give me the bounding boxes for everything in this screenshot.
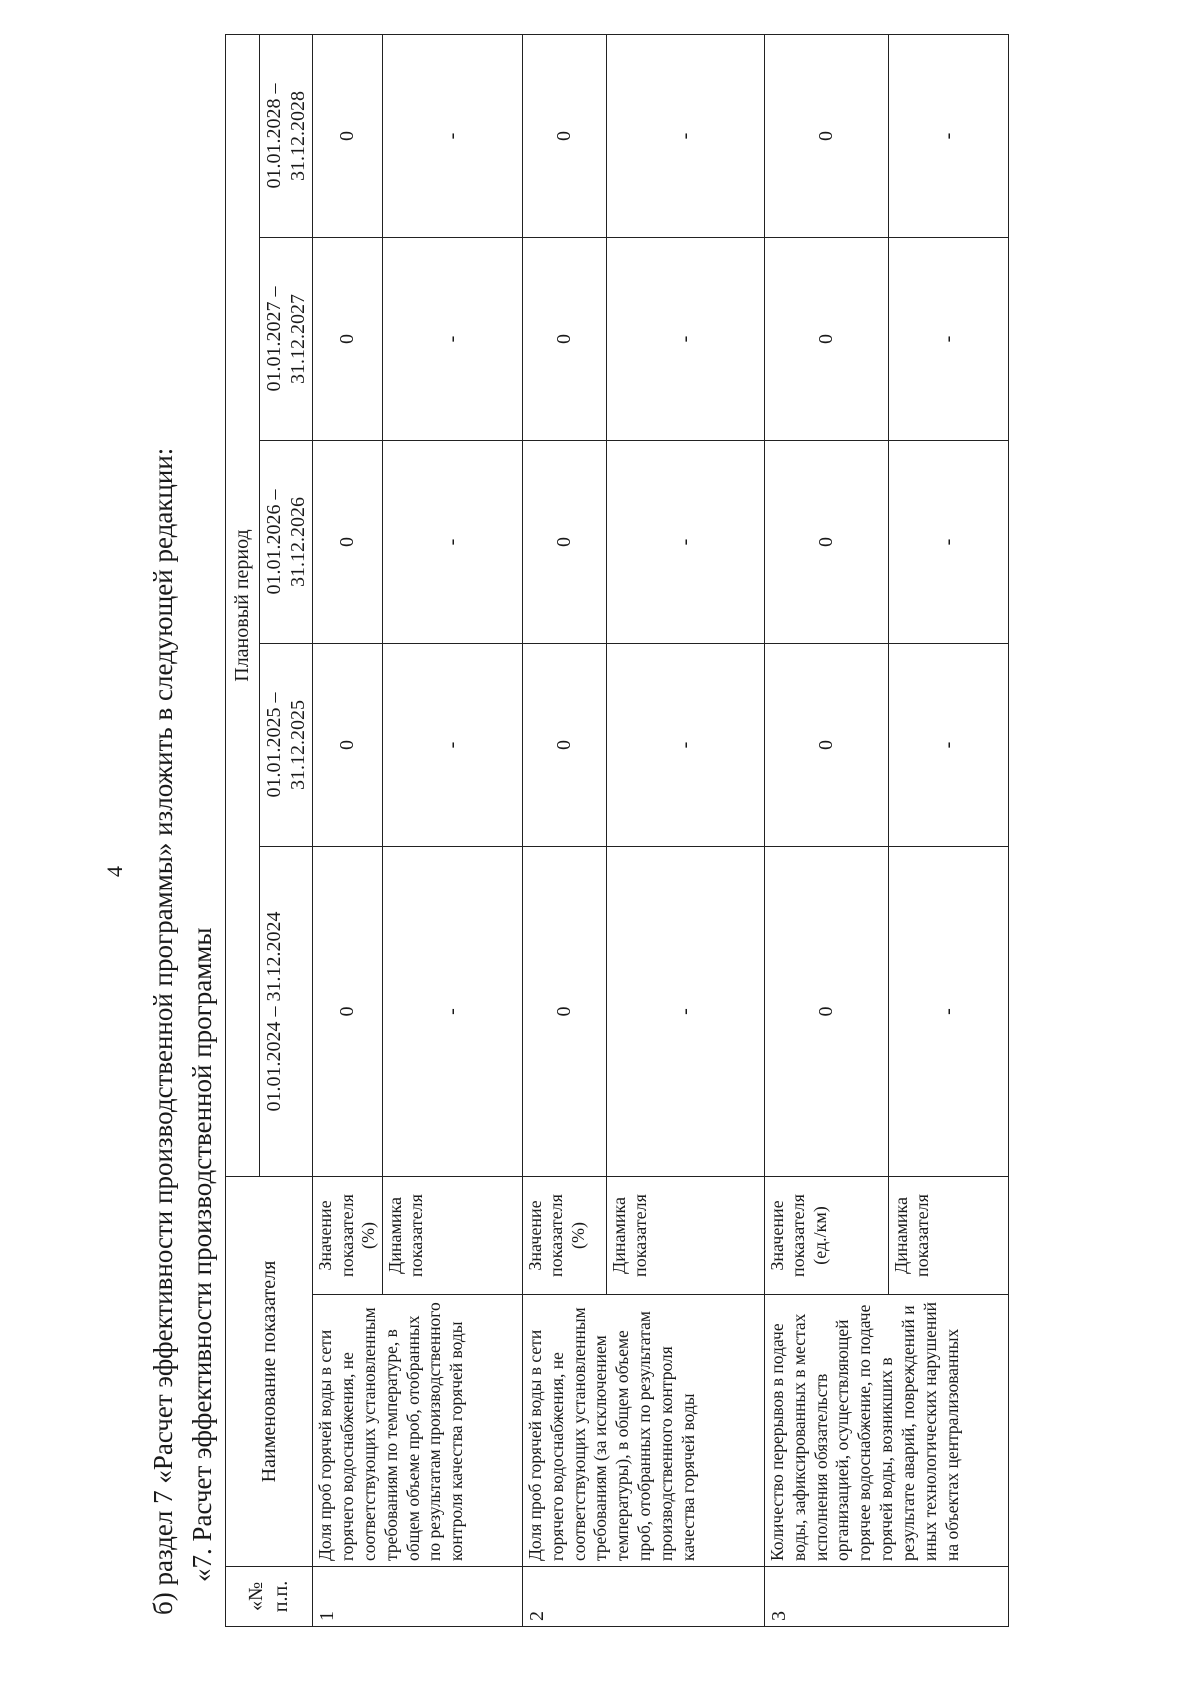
dynamics-label: Динамика показателя [888,1177,1008,1295]
dynamics-cell: - [888,644,1008,847]
value-label: Значение показателя (%) [522,1177,606,1295]
dynamics-label: Динамика показателя [382,1177,522,1295]
value-cell: 0 [313,441,383,644]
dynamics-cell: - [382,441,522,644]
dynamics-label: Динамика показателя [606,1177,764,1295]
row-number: 1 [313,1567,523,1627]
dynamics-cell: - [606,238,764,441]
indicators-table [225,34,1009,1627]
dynamics-cell: - [606,35,764,238]
table-row [522,35,606,1627]
period-2026: 01.01.2026 – 31.12.2026 [260,441,313,644]
value-cell: 0 [764,644,888,847]
value-cell: 0 [522,441,606,644]
header-row-1 [226,35,260,1627]
value-cell: 0 [522,847,606,1177]
row-number: 2 [522,1567,764,1627]
col-num-header: «№ п.п. [226,1567,313,1627]
table-row [764,35,888,1627]
value-cell: 0 [313,238,383,441]
dynamics-cell: - [888,238,1008,441]
period-2024: 01.01.2024 – 31.12.2024 [260,847,313,1177]
intro-paragraph: б) раздел 7 «Расчет эффективности производственной программы» изложить в следующей редакции: [148,447,178,1615]
value-label: Значение показателя (ед./км) [764,1177,888,1295]
value-label: Значение показателя (%) [313,1177,383,1295]
dynamics-cell: - [382,35,522,238]
period-2027: 01.01.2027 – 31.12.2027 [260,238,313,441]
table-row [313,35,383,1627]
dynamics-cell: - [888,35,1008,238]
indicator-name: Доля проб горячей воды в сети горячего водоснабжения, не соответствующих установленным требованиям по температуре, в общем объеме проб, отобранных по результатам производственного контроля качества горячей воды [313,1295,523,1567]
value-cell: 0 [313,35,383,238]
col-name-header: Наименование показателя [226,1177,313,1567]
page-number: 4 [102,866,127,877]
value-cell: 0 [522,238,606,441]
value-cell: 0 [313,847,383,1177]
dynamics-cell: - [888,441,1008,644]
value-cell: 0 [764,441,888,644]
period-2025: 01.01.2025 – 31.12.2025 [260,644,313,847]
period-2028: 01.01.2028 – 31.12.2028 [260,35,313,238]
dynamics-cell: - [382,847,522,1177]
dynamics-cell: - [606,847,764,1177]
planned-period-header: Плановый период [226,35,260,1177]
dynamics-cell: - [606,441,764,644]
value-cell: 0 [764,35,888,238]
indicator-name: Доля проб горячей воды в сети горячего водоснабжения, не соответствующих установленным требованиям (за исключением температуры), в общем объеме проб, отобранных по результатам производственного контроля качества горячей воды [522,1295,764,1567]
dynamics-cell: - [606,644,764,847]
value-cell: 0 [764,847,888,1177]
section-title: «7. Расчет эффективности производственной программы [187,927,217,1582]
dynamics-cell: - [888,847,1008,1177]
indicator-name: Количество перерывов в подаче воды, зафиксированных в местах исполнения обязательств организацией, осуществляющей горячее водоснабжение, по подаче горячей воды, возникших в результате аварий, повреждений и иных технологических нарушений на объектах централизованных [764,1295,1008,1567]
value-cell: 0 [522,644,606,847]
row-number: 3 [764,1567,1008,1627]
dynamics-cell: - [382,644,522,847]
value-cell: 0 [764,238,888,441]
dynamics-cell: - [382,238,522,441]
value-cell: 0 [313,644,383,847]
value-cell: 0 [522,35,606,238]
